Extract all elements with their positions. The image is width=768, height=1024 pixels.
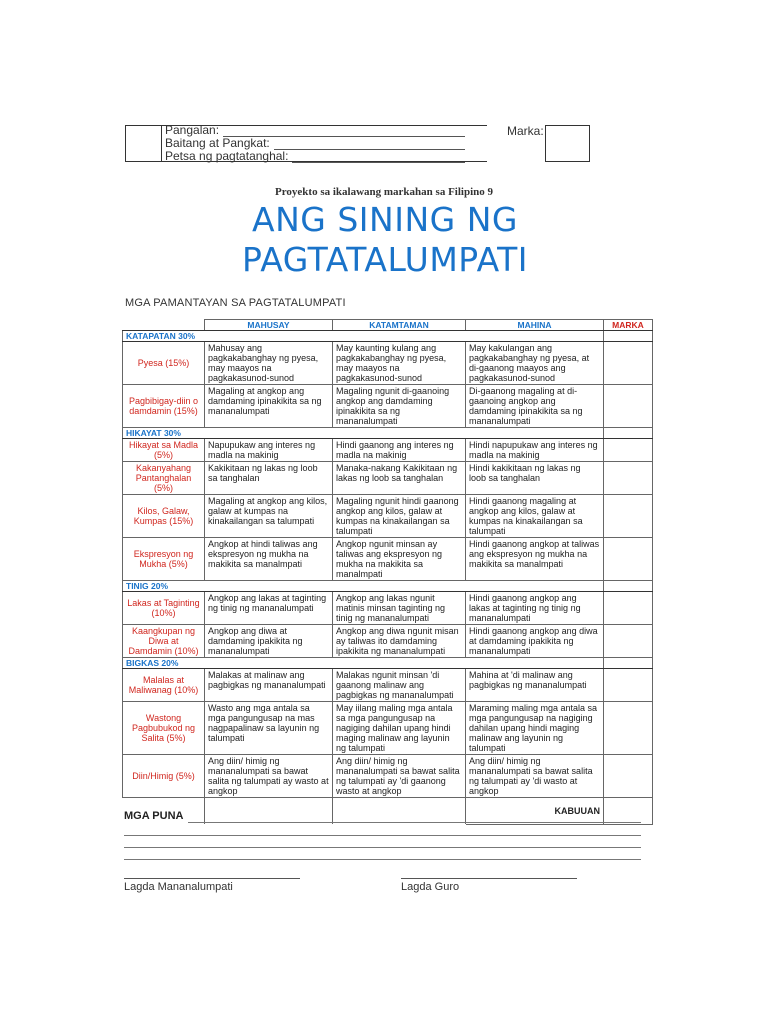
katamtaman-description: May iilang maling mga antala sa mga pangungusap na nagiging dahilan upang hindi maging malinaw ang layunin ng talumpati [333,702,466,755]
mahusay-description: Magaling at angkop ang kilos, galaw at kumpas na kinakailangan sa talumpati [205,495,333,538]
mahina-description: Ang diin/ himig ng mananalumpati sa bawat salita ng talumpati ay 'di wasto at angkop [466,755,604,798]
katamtaman-description: Manaka-nakang Kakikitaan ng lakas ng loob sa tanghalan [333,462,466,495]
mahina-description: Hindi gaanong angkop ang lakas at taginting ng tinig ng mananalumpati [466,592,604,625]
criterion-label: Kilos, Galaw, Kumpas (15%) [123,495,205,538]
document-title: ANG SINING NG PAGTATALUMPATI [241,200,529,279]
marka-input-cell[interactable] [604,702,653,755]
criterion-label: Malalas at Maliwanag (10%) [123,669,205,702]
total-row [123,798,653,825]
mahusay-description: Ang diin/ himig ng mananalumpati sa bawat salita ng talumpati ay wasto at angkop [205,755,333,798]
teacher-signature-label: Lagda Guro [401,881,460,893]
mahusay-description: Angkop at hindi taliwas ang ekspresyon ng mukha na makikita sa manalmpati [205,538,333,581]
katamtaman-description: May kaunting kulang ang pagkakabanghay ng pyesa, may maayos na pagkakasunod-sunod [333,342,466,385]
criterion-label: Wastong Pagbubukod ng Salita (5%) [123,702,205,755]
marka-input-cell[interactable] [604,495,653,538]
mahina-description: Hindi gaanong angkop ang diwa at damdaming ipakikita ng mananalumpati [466,625,604,658]
speaker-signature-line[interactable] [124,878,300,879]
katamtaman-description: Ang diin/ himig ng mananalumpati sa bawat salita ng talumpati ay 'di gaanong wasto at angkop [333,755,466,798]
teacher-signature-line[interactable] [401,878,577,879]
category-label: HIKAYAT 30% [123,428,604,439]
criterion-row [123,592,653,625]
rubric-table [122,319,653,825]
grade-field[interactable] [165,136,465,150]
criterion-row [123,538,653,581]
speaker-signature-label: Lagda Mananalumpati [124,881,233,893]
criterion-row [123,342,653,385]
mahusay-description: Mahusay ang pagkakabanghay ng pyesa, may maayos na pagkakasunod-sunod [205,342,333,385]
category-label: KATAPATAN 30% [123,331,604,342]
marka-input-cell[interactable] [604,342,653,385]
marka-input-cell[interactable] [604,755,653,798]
total-score-cell[interactable] [604,798,653,825]
category-row [123,581,653,592]
comments-line[interactable] [124,847,641,848]
category-row [123,658,653,669]
rubric-corner-cell [123,320,205,331]
score-box[interactable] [545,125,590,162]
criterion-label: Ekspresyon ng Mukha (5%) [123,538,205,581]
criterion-label: Pyesa (15%) [123,342,205,385]
criterion-row [123,702,653,755]
total-blank-cell [333,798,466,825]
marka-input-cell[interactable] [604,669,653,702]
criterion-row [123,669,653,702]
mahusay-description: Malakas at malinaw ang pagbigkas ng mananalumpati [205,669,333,702]
marka-input-cell[interactable] [604,592,653,625]
category-row [123,331,653,342]
mahusay-description: Napupukaw ang interes ng madla na makinig [205,439,333,462]
category-marka-cell [604,331,653,342]
date-input-line[interactable] [292,151,465,163]
criterion-label: Hikayat sa Madla (5%) [123,439,205,462]
criterion-label: Diin/Himig (5%) [123,755,205,798]
criterion-label: Pagbibigay-diin o damdamin (15%) [123,385,205,428]
mahina-description: Hindi napupukaw ang interes ng madla na makinig [466,439,604,462]
criterion-row [123,385,653,428]
katamtaman-description: Malakas ngunit minsan 'di gaanong malinaw ang pagbigkas ng mananalumpati [333,669,466,702]
criterion-row [123,439,653,462]
category-row [123,428,653,439]
mahusay-description: Magaling at angkop ang damdaming ipinakikita sa ng mananalumpati [205,385,333,428]
marka-input-cell[interactable] [604,385,653,428]
name-field[interactable] [165,123,465,137]
mahina-description: Hindi gaanong magaling at angkop ang kilos, galaw at kumpas na kinakailangan sa talumpati [466,495,604,538]
mahusay-description: Angkop ang diwa at damdaming ipakikita ng mananalumpati [205,625,333,658]
marka-input-cell[interactable] [604,625,653,658]
marka-input-cell[interactable] [604,439,653,462]
header-mahina: MAHINA [466,320,604,331]
comments-line[interactable] [124,859,641,860]
criterion-label: Lakas at Taginting (10%) [123,592,205,625]
katamtaman-description: Hindi gaanong ang interes ng madla na makinig [333,439,466,462]
comments-label: MGA PUNA [124,810,184,822]
criterion-label: Kaangkupan ng Diwa at Damdamin (10%) [123,625,205,658]
total-blank-cell [205,798,333,825]
grade-label: Baitang at Pangkat: [165,136,270,150]
mahina-description: Mahina at 'di malinaw ang pagbigkas ng mananalumpati [466,669,604,702]
mahusay-description: Angkop ang lakas at taginting ng tinig ng mananalumpati [205,592,333,625]
criterion-row [123,495,653,538]
category-label: TINIG 20% [123,581,604,592]
marka-input-cell[interactable] [604,538,653,581]
mahina-description: May kakulangan ang pagkakabanghay ng pyesa, at di-gaanong maayos ang pagkakasunod-sunod [466,342,604,385]
rubric-heading: MGA PAMANTAYAN SA PAGTATALUMPATI [125,297,346,309]
criterion-row [123,625,653,658]
mahina-description: Di-gaanong magaling at di-gaanoing angkop ang damdaming ipinakikita sa ng mananalumpati [466,385,604,428]
header-katamtaman: KATAMTAMAN [333,320,466,331]
name-label: Pangalan: [165,123,220,137]
header-marka: MARKA [604,320,653,331]
comments-line[interactable] [188,822,641,823]
mahina-description: Hindi gaanong angkop at taliwas ang ekspresyon ng mukha na makikita sa manalmpati [466,538,604,581]
category-marka-cell [604,658,653,669]
date-field[interactable] [165,149,465,163]
marka-input-cell[interactable] [604,462,653,495]
mahina-description: Maraming maling mga antala sa mga pangungusap na nagiging dahilan upang hindi maging malinaw ang layunin ng talumpati [466,702,604,755]
header-mahusay: MAHUSAY [205,320,333,331]
category-marka-cell [604,428,653,439]
katamtaman-description: Angkop ang diwa ngunit misan ay taliwas ito damdaming ipakikita ng mananalumpati [333,625,466,658]
mahina-description: Hindi kakikitaan ng lakas ng loob sa tanghalan [466,462,604,495]
comments-line[interactable] [124,835,641,836]
criterion-row [123,462,653,495]
category-label: BIGKAS 20% [123,658,604,669]
rubric-header-row [123,320,653,331]
criterion-label: Kakanyahang Pantanghalan (5%) [123,462,205,495]
header-box-divider [161,125,162,162]
katamtaman-description: Angkop ang lakas ngunit matinis minsan taginting ng tinig ng mananalumpati [333,592,466,625]
project-subtitle: Proyekto sa ikalawang markahan sa Filipino 9 [275,186,493,198]
date-label: Petsa ng pagtatanghal: [165,149,289,163]
katamtaman-description: Angkop ngunit minsan ay taliwas ang ekspresyon ng mukha na makikita sa manalmpati [333,538,466,581]
katamtaman-description: Magaling ngunit di-gaanoing angkop ang damdaming ipinakikita sa ng mananalumpati [333,385,466,428]
mahusay-description: Wasto ang mga antala sa mga pangungusap na mas nagpapalinaw sa layunin ng talumpati [205,702,333,755]
total-label: KABUUAN [466,798,604,825]
category-marka-cell [604,581,653,592]
katamtaman-description: Magaling ngunit hindi gaanong angkop ang kilos, galaw at kumpas na kinakailangan sa talumpati [333,495,466,538]
mahusay-description: Kakikitaan ng lakas ng loob sa tanghalan [205,462,333,495]
score-label: Marka: [507,124,544,138]
criterion-row [123,755,653,798]
